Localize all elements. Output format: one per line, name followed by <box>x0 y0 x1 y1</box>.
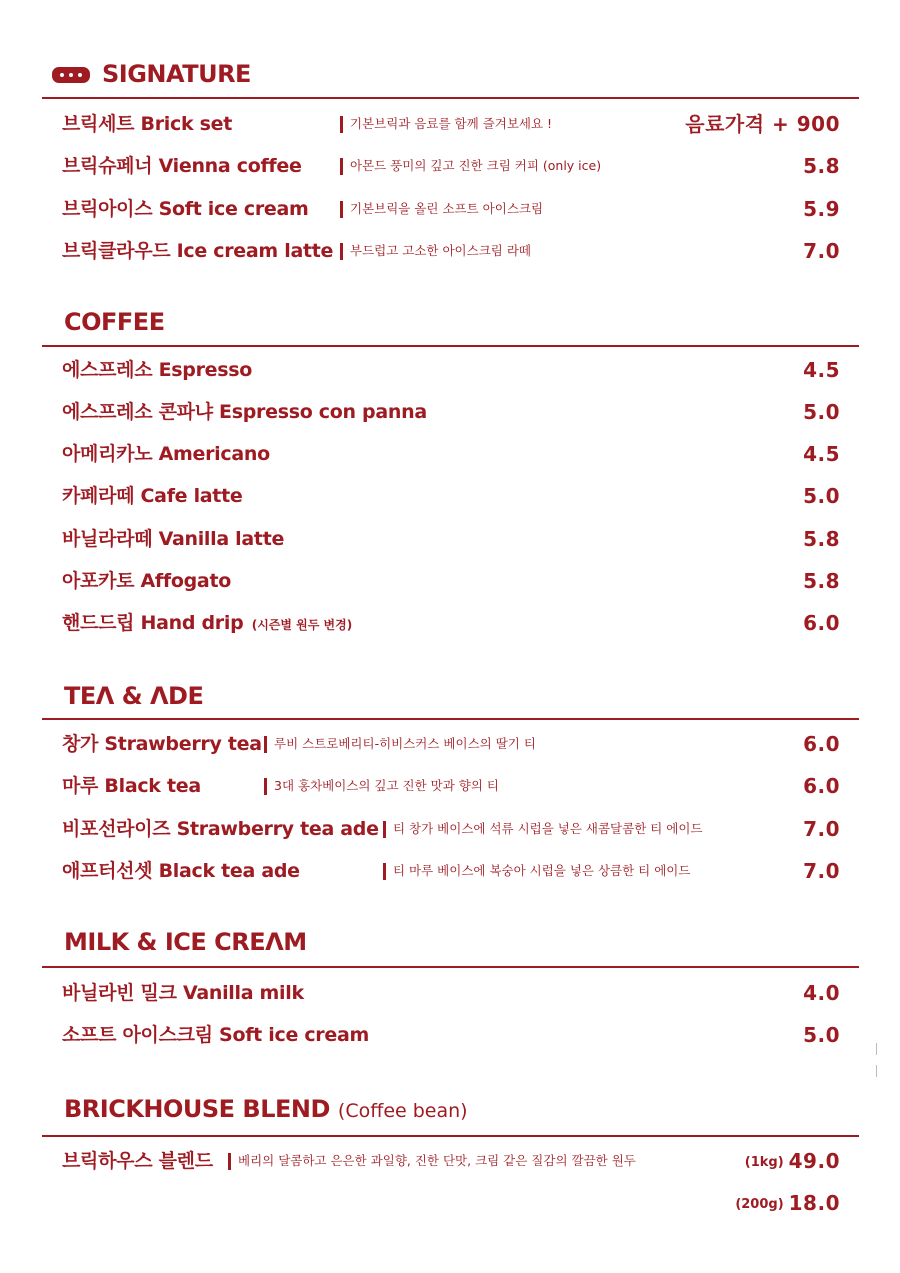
section-title-tea-ade: TEΛ & ΛDE <box>64 682 204 710</box>
item-name: 애프터선셋 Black tea ade <box>62 860 300 882</box>
item-name: 브릭세트 Brick set <box>62 113 232 135</box>
margin-mark <box>876 1065 877 1077</box>
item-name: 에스프레소 콘파냐 Espresso con panna <box>62 401 427 423</box>
menu-item[interactable] <box>0 730 900 758</box>
item-name: 브릭하우스 블렌드 <box>62 1150 213 1172</box>
item-description: 아몬드 풍미의 깊고 진한 크림 커피 (only ice) <box>340 152 601 180</box>
menu-item[interactable] <box>0 440 900 468</box>
item-name: 핸드드립 Hand drip (시즌별 원두 변경) <box>62 612 353 634</box>
menu-item[interactable] <box>0 482 900 510</box>
item-price: 5.8 <box>803 569 840 593</box>
menu-item[interactable] <box>0 857 900 885</box>
item-description: 티 창가 베이스에 석류 시럽을 넣은 새콤달콤한 티 에이드 <box>383 815 703 843</box>
menu-item[interactable] <box>0 609 900 637</box>
item-name: 소프트 아이스크림 Soft ice cream <box>62 1024 369 1046</box>
divider-tea-ade <box>42 718 859 720</box>
item-description: 기본브릭을 올린 소프트 아이스크림 <box>340 195 543 223</box>
menu-item[interactable] <box>0 398 900 426</box>
menu-item[interactable] <box>0 979 900 1007</box>
item-name: 바닐라라떼 Vanilla latte <box>62 528 285 550</box>
item-price: 4.5 <box>803 358 840 382</box>
menu-item[interactable] <box>0 195 900 223</box>
item-price: 음료가격 + 900 <box>685 112 840 136</box>
divider-signature <box>42 97 859 99</box>
item-name: 카페라떼 Cafe latte <box>62 485 243 507</box>
item-price: 4.5 <box>803 442 840 466</box>
menu-item[interactable] <box>0 1147 900 1175</box>
section-title-blend: BRICKHOUSE BLEND (Coffee bean) <box>64 1095 468 1123</box>
menu-item[interactable] <box>0 567 900 595</box>
item-name: 마루 Black tea <box>62 775 201 797</box>
item-price: 6.0 <box>803 611 840 635</box>
item-price: 5.8 <box>803 154 840 178</box>
item-name: 브릭클라우드 Ice cream latte <box>62 240 334 262</box>
item-price: 5.9 <box>803 197 840 221</box>
section-title-coffee: COFFEE <box>64 308 165 336</box>
item-description: 베리의 달콤하고 은은한 과일향, 진한 단맛, 크림 같은 질감의 깔끔한 원두 <box>228 1147 636 1175</box>
item-name: 비포선라이즈 Strawberry tea ade <box>62 818 379 840</box>
item-price: (1kg) 49.0 <box>744 1149 840 1173</box>
item-price: 5.0 <box>803 400 840 424</box>
item-name: 브릭아이스 Soft ice cream <box>62 198 309 220</box>
menu-item[interactable] <box>0 815 900 843</box>
menu-item[interactable] <box>0 110 900 138</box>
item-description: 부드럽고 고소한 아이스크림 라떼 <box>340 237 531 265</box>
item-price: 7.0 <box>803 239 840 263</box>
item-price: 7.0 <box>803 817 840 841</box>
section-title-signature: SIGNATURE <box>102 60 251 88</box>
menu-item-price-option[interactable] <box>0 1189 900 1217</box>
item-name: 브릭슈페너 Vienna coffee <box>62 155 302 177</box>
item-price: 5.0 <box>803 1023 840 1047</box>
menu-item[interactable] <box>0 772 900 800</box>
item-name: 창가 Strawberry tea <box>62 733 262 755</box>
item-price: 6.0 <box>803 732 840 756</box>
margin-mark <box>876 1043 877 1055</box>
item-price: 7.0 <box>803 859 840 883</box>
item-price: (200g) 18.0 <box>735 1191 840 1215</box>
section-title-milk-ice-cream: MILK & ICE CREΛM <box>64 928 307 956</box>
item-price: 5.8 <box>803 527 840 551</box>
item-name: 아포카토 Affogato <box>62 570 231 592</box>
item-description: 기본브릭과 음료를 함께 즐겨보세요 ! <box>340 110 552 138</box>
section-subtitle: (Coffee bean) <box>337 1100 468 1122</box>
menu-item[interactable] <box>0 1021 900 1049</box>
item-description: 3대 홍차베이스의 깊고 진한 맛과 향의 티 <box>264 772 499 800</box>
item-price: 6.0 <box>803 774 840 798</box>
menu-item[interactable] <box>0 525 900 553</box>
item-name: 바닐라빈 밀크 Vanilla milk <box>62 982 304 1004</box>
item-price: 4.0 <box>803 981 840 1005</box>
item-price: 5.0 <box>803 484 840 508</box>
item-description: 루비 스트로베리티-히비스커스 베이스의 딸기 티 <box>264 730 536 758</box>
item-name: 에스프레소 Espresso <box>62 359 253 381</box>
menu-item[interactable] <box>0 356 900 384</box>
divider-blend <box>42 1135 859 1137</box>
item-note: (시즌별 원두 변경) <box>251 618 353 632</box>
divider-coffee <box>42 345 859 347</box>
menu-item[interactable] <box>0 152 900 180</box>
item-description: 티 마루 베이스에 복숭아 시럽을 넣은 상큼한 티 에이드 <box>383 857 690 885</box>
logo-dots-icon <box>52 67 90 83</box>
divider-milk-ice-cream <box>42 966 859 968</box>
item-name: 아메리카노 Americano <box>62 443 270 465</box>
menu-item[interactable] <box>0 237 900 265</box>
